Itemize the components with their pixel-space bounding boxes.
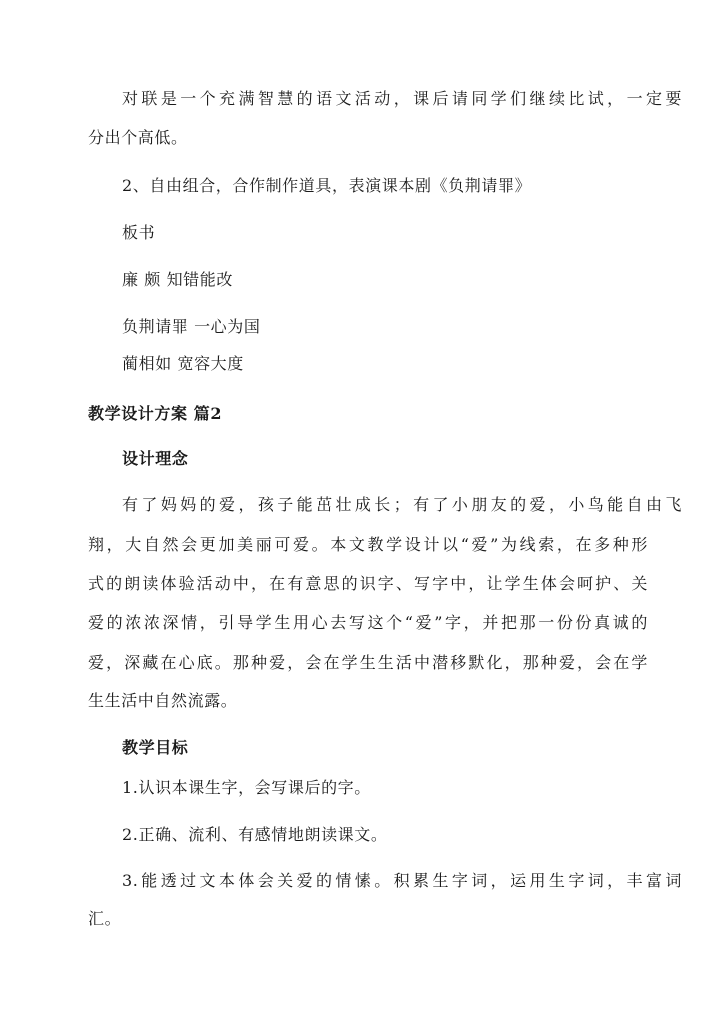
- concept-line-3: 式的朗读体验活动中，在有意思的识字、写字中，让学生体会呵护、关: [88, 574, 648, 593]
- section-heading: 教学设计方案 篇2: [88, 404, 223, 423]
- goal-2: 2.正确、流利、有感情地朗读课文。: [122, 825, 388, 844]
- concept-title: 设计理念: [122, 449, 189, 468]
- goal-1: 1.认识本课生字，会写课后的字。: [122, 778, 371, 797]
- couplet-paragraph-line-1: 对联是一个充满智慧的语文活动，课后请同学们继续比试，一定要: [122, 89, 682, 108]
- concept-line-2: 翔，大自然会更加美丽可爱。本文教学设计以“爱”为线索，在多种形: [88, 535, 648, 554]
- concept-line-6: 生生活中自然流露。: [88, 691, 238, 710]
- concept-line-1: 有了妈妈的爱，孩子能茁壮成长；有了小朋友的爱，小鸟能自由飞: [122, 495, 682, 514]
- board-row-1: 廉 颇 知错能改: [122, 270, 233, 289]
- goal-3-line-1: 3.能透过文本体会关爱的情愫。积累生字词，运用生字词，丰富词: [122, 871, 682, 890]
- board-row-3: 蔺相如 宽容大度: [122, 354, 244, 373]
- concept-line-4: 爱的浓浓深情，引导学生用心去写这个“爱”字，并把那一份份真诚的: [88, 613, 648, 632]
- goals-title: 教学目标: [122, 738, 189, 757]
- board-title: 板书: [122, 223, 156, 242]
- concept-line-5: 爱，深藏在心底。那种爱，会在学生生活中潜移默化，那种爱，会在学: [88, 653, 648, 672]
- goal-3-line-2: 汇。: [88, 909, 122, 928]
- couplet-paragraph-line-2: 分出个高低。: [88, 128, 188, 147]
- activity-item-2: 2、自由组合，合作制作道具，表演课本剧《负荆请罪》: [122, 176, 532, 195]
- board-row-2: 负荆请罪 一心为国: [122, 317, 261, 336]
